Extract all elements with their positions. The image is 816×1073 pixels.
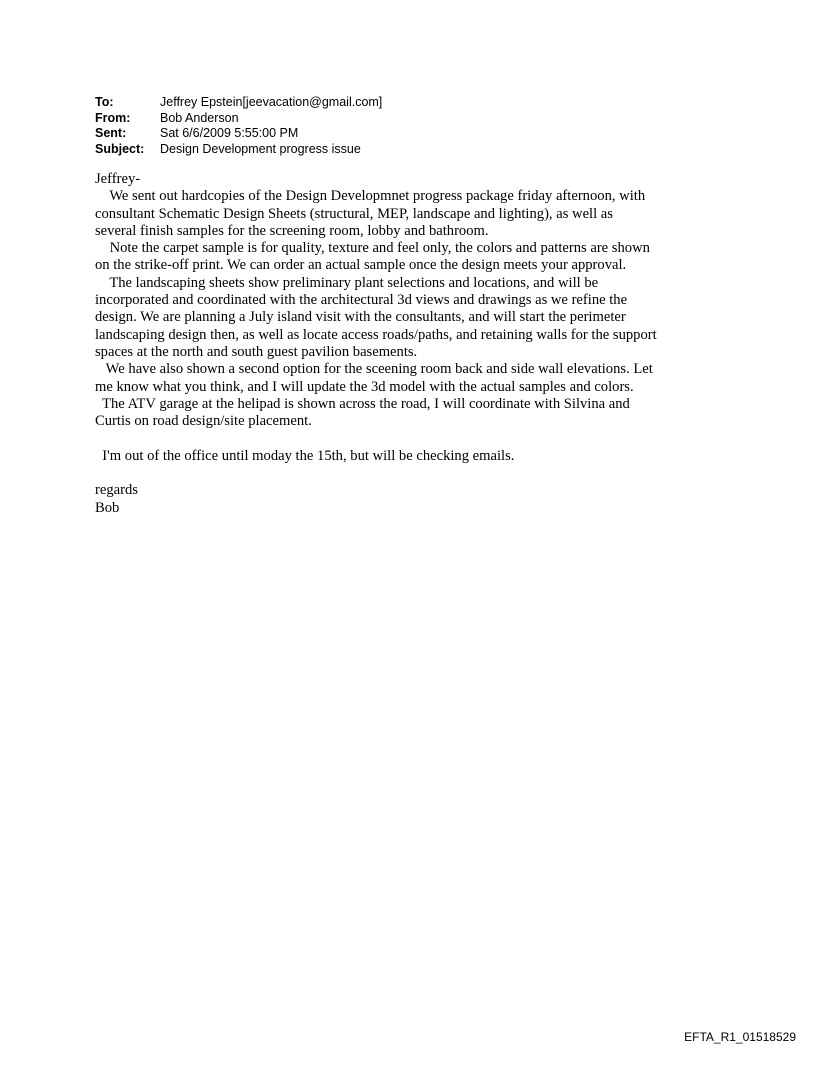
from-value: Bob Anderson — [160, 110, 239, 125]
from-row — [95, 111, 382, 127]
sent-row — [95, 126, 382, 142]
body-line: design. We are planning a July island visit with the consultants, and will start the perimeter — [95, 309, 626, 326]
subject-row — [95, 142, 382, 158]
body-line: on the strike-off print. We can order an actual sample once the design meets your approval. — [95, 257, 627, 274]
signature: Bob — [95, 499, 120, 516]
body-line: The landscaping sheets show preliminary plant selections and locations, and will be — [95, 274, 599, 291]
body-line: The ATV garage at the helipad is shown across the road, I will coordinate with Silvina and — [95, 395, 630, 412]
sent-label: Sent: — [95, 126, 127, 140]
body-line: landscaping design then, as well as locate access roads/paths, and retaining walls for the support — [95, 326, 657, 343]
subject-label: Subject: — [95, 141, 145, 156]
from-label: From: — [95, 110, 131, 125]
to-value: Jeffrey Epstein[jeevacation@gmail.com] — [160, 95, 383, 109]
to-label: To: — [95, 95, 114, 109]
body-line: We sent out hardcopies of the Design Developmnet progress package friday afternoon, with — [95, 188, 646, 205]
body-line: We have also shown a second option for the sceening room back and side wall elevations. Let — [95, 361, 653, 378]
email-header — [95, 95, 382, 157]
greeting: Jeffrey- — [95, 171, 141, 187]
body-line: Curtis on road design/site placement. — [95, 413, 312, 430]
subject-value: Design Development progress issue — [160, 141, 361, 156]
closing: regards — [95, 482, 138, 499]
document-id: EFTA_R1_01518529 — [684, 1030, 796, 1044]
sent-value: Sat 6/6/2009 5:55:00 PM — [160, 126, 299, 140]
body-line: spaces at the north and south guest pavilion basements. — [95, 343, 418, 360]
body-line: several finish samples for the screening room, lobby and bathroom. — [95, 222, 489, 239]
body-line: incorporated and coordinated with the architectural 3d views and drawings as we refine the — [95, 292, 628, 309]
paragraph-gap — [95, 465, 735, 482]
email-body — [95, 171, 735, 517]
paragraph-gap — [95, 430, 735, 447]
body-line: me know what you think, and I will update the 3d model with the actual samples and colors. — [95, 378, 634, 395]
body-line: consultant Schematic Design Sheets (structural, MEP, landscape and lighting), as well as — [95, 205, 613, 222]
out-of-office-line: I'm out of the office until moday the 15th, but will be checking emails. — [95, 447, 515, 464]
to-row — [95, 95, 382, 111]
body-line: Note the carpet sample is for quality, texture and feel only, the colors and patterns are shown — [95, 240, 650, 257]
